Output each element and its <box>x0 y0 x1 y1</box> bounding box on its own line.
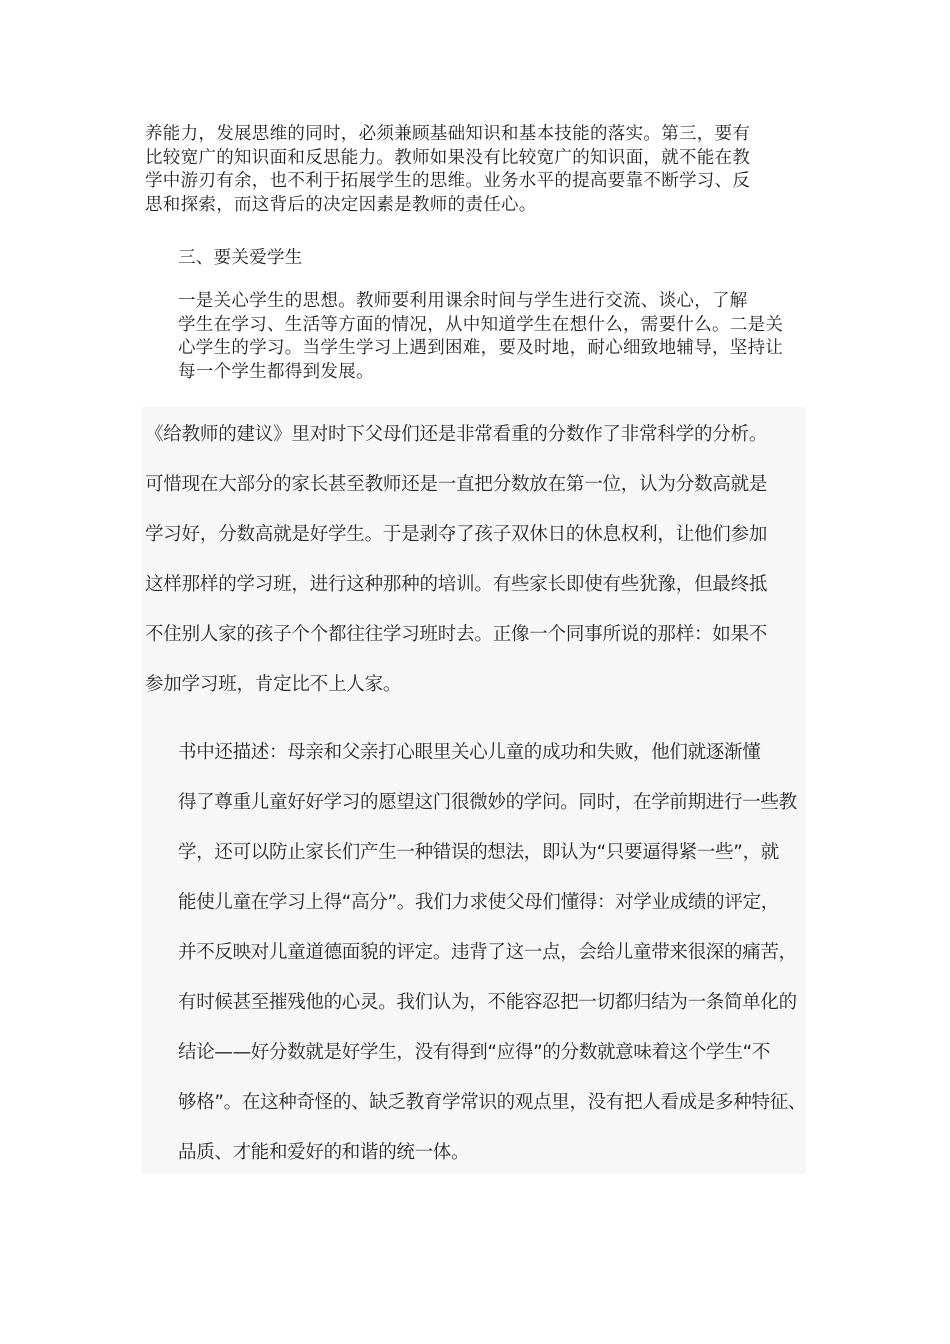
text-line: 学生在学习、生活等方面的情况，从中知道学生在想什么，需要什么。二是关 <box>178 314 784 335</box>
text-line: 书中还描述：母亲和父亲打心眼里关心儿童的成功和失败，他们就逐渐懂 <box>178 742 761 763</box>
text-line: 不住别人家的孩子个个都往往学习班时去。正像一个同事所说的那样：如果不 <box>145 624 768 645</box>
text-line: 学，还可以防止家长们产生一种错误的想法，即认为“只要逼得紧一些”，就 <box>178 842 779 863</box>
text-line: 每一个学生都得到发展。 <box>178 361 374 382</box>
text-line: 心学生的学习。当学生学习上遇到困难，要及时地，耐心细致地辅导，坚持让 <box>178 338 784 358</box>
text-line: 有时候甚至摧残他的心灵。我们认为，不能容忍把一切都归结为一条简单化的 <box>178 992 797 1013</box>
text-line: 《给教师的建议》里对时下父母们还是非常看重的分数作了非常科学的分析。 <box>145 424 768 445</box>
text-line: 参加学习班，肯定比不上人家。 <box>145 674 402 695</box>
paragraph-teacher-abilities <box>145 123 805 217</box>
text-line: 思和探索，而这背后的决定因素是教师的责任心。 <box>145 194 537 215</box>
text-line: 养能力，发展思维的同时，必须兼顾基础知识和基本技能的落实。第三，要有 <box>145 124 751 144</box>
text-line: 品质、才能和爱好的和谐的统一体。 <box>178 1142 470 1163</box>
text-line: 这样那样的学习班，进行这种那种的培训。有些家长即使有些犹豫，但最终抵 <box>145 574 768 595</box>
paragraph-grades-analysis <box>145 410 805 710</box>
text-line: 可惜现在大部分的家长甚至教师还是一直把分数放在第一位，认为分数高就是 <box>145 474 768 495</box>
text-line: 并不反映对儿童道德面貌的评定。违背了这一点，会给儿童带来很深的痛苦， <box>178 942 797 963</box>
text-line: 学习好，分数高就是好学生。于是剥夺了孩子双休日的休息权利，让他们参加 <box>145 524 768 545</box>
text-line: 一是关心学生的思想。教师要利用课余时间与学生进行交流、谈心，了解 <box>178 291 748 311</box>
text-line: 学中游刃有余，也不利于拓展学生的思维。业务水平的提高要靠不断学习、反 <box>145 171 751 191</box>
section-heading: 三、要关爱学生 <box>178 248 303 268</box>
paragraph-book-description <box>145 728 805 1178</box>
text-line: 够格”。在这种奇怪的、缺乏教育学常识的观点里，没有把人看成是多种特征、 <box>178 1092 807 1113</box>
text-line: 比较宽广的知识面和反思能力。教师如果没有比较宽广的知识面，就不能在教 <box>145 147 751 168</box>
text-line: 能使儿童在学习上得“高分”。我们力求使父母们懂得：对学业成绩的评定， <box>178 892 779 913</box>
text-line: 结论——好分数就是好学生，没有得到“应得”的分数就意味着这个学生“不 <box>178 1042 771 1063</box>
text-line: 得了尊重儿童好好学习的愿望这门很微妙的学问。同时，在学前期进行一些教 <box>178 792 797 813</box>
paragraph-care-for-students <box>145 290 805 384</box>
